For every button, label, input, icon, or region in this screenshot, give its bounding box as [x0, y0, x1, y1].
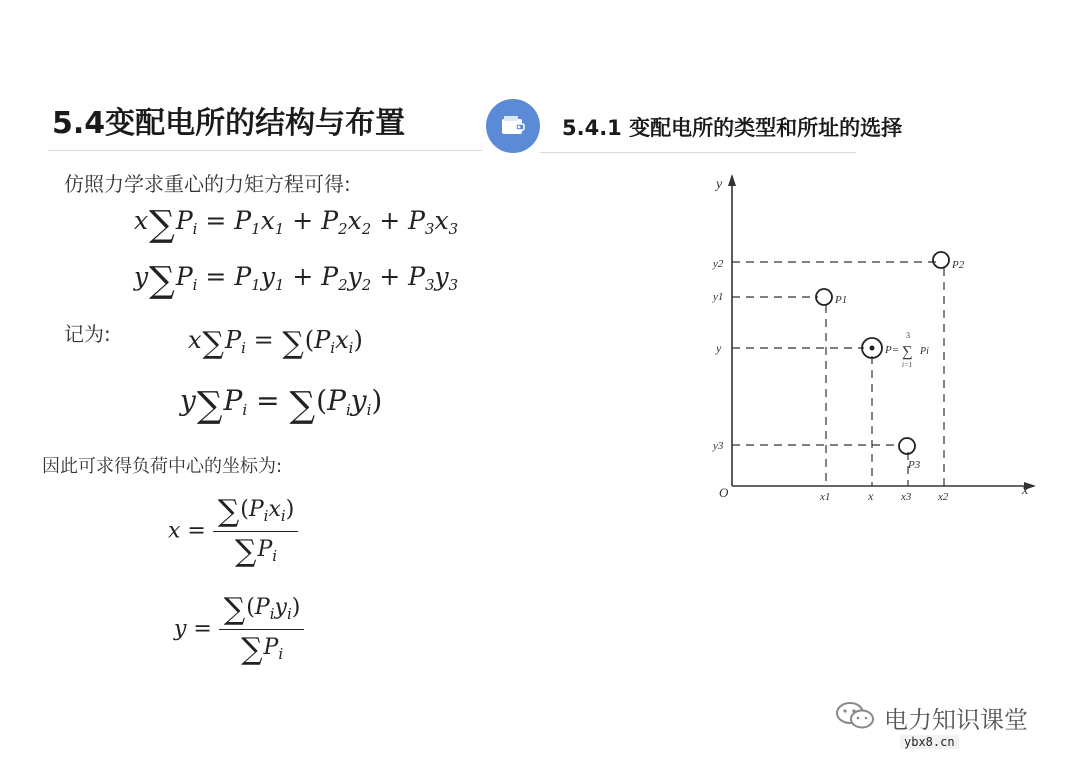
tick-label-y3: y3 [713, 440, 724, 452]
axis-label-x: x [1022, 483, 1029, 498]
load-center-dot [870, 346, 875, 351]
point-p1-marker [816, 289, 832, 305]
point-label-p1: P1 [835, 294, 848, 306]
tick-label-x3: x3 [901, 491, 912, 503]
point-label-p2: P2 [952, 259, 965, 271]
load-center-diagram [700, 168, 1050, 508]
formula-x-center: x = $\frac{\sum(P_ix_i)}{\sum P_i}$ [168, 494, 298, 569]
origin-label: O [719, 485, 729, 500]
tick-label-x: x [868, 489, 874, 503]
tick-label-x1: x1 [820, 491, 831, 503]
center-label-p: P= [885, 344, 900, 356]
short-equation-x: $x\sum P_i = \sum(P_ix_i)$ [188, 326, 363, 361]
section-subtitle: 5.4.1 变配电所的类型和所址的选择 [562, 116, 903, 140]
moment-equation-y: $y\sum P_i = P_1y_1 + P_2y_2 + P_3y_3$ [134, 260, 459, 301]
intro-text: 仿照力学求重心的力矩方程可得: [64, 172, 351, 196]
wallet-icon [500, 115, 526, 137]
moment-equation-x: $x\sum P_i = P_1x_1 + P_2x_2 + P_3x_3$ [134, 204, 459, 245]
tick-label-x2: x2 [938, 491, 949, 503]
center-text: 因此可求得负荷中心的坐标为: [42, 456, 283, 477]
page-title: 5.4变配电所的结构与布置 [52, 106, 406, 141]
watermark-text: 电力知识课堂 [884, 706, 1028, 734]
point-p3-marker [899, 438, 915, 454]
center-sum-lower: i=1 [902, 361, 913, 369]
point-p2-marker [933, 252, 949, 268]
tick-label-y2: y2 [713, 258, 724, 270]
short-equation-y: $y\sum P_i = \sum(P_iy_i)$ [180, 384, 383, 426]
axis-label-y: y [716, 177, 723, 192]
subtitle-divider [540, 152, 856, 153]
tick-label-y1: y1 [713, 291, 724, 303]
y-axis-arrow [728, 174, 736, 186]
center-sum-upper: 3 [906, 331, 910, 340]
tick-label-y: y [716, 341, 722, 355]
center-sum-sign: ∑ [902, 344, 913, 360]
point-label-p3: P3 [908, 459, 921, 471]
title-divider [48, 150, 482, 151]
note-text: 记为: [64, 322, 111, 346]
section-badge [486, 99, 540, 153]
formula-y-center: y = $\frac{\sum(P_iy_i)}{\sum P_i}$ [174, 592, 304, 667]
watermark-url: ybx8.cn [900, 735, 959, 749]
center-sum-term: Pi [920, 346, 929, 357]
wechat-icon [834, 700, 878, 732]
